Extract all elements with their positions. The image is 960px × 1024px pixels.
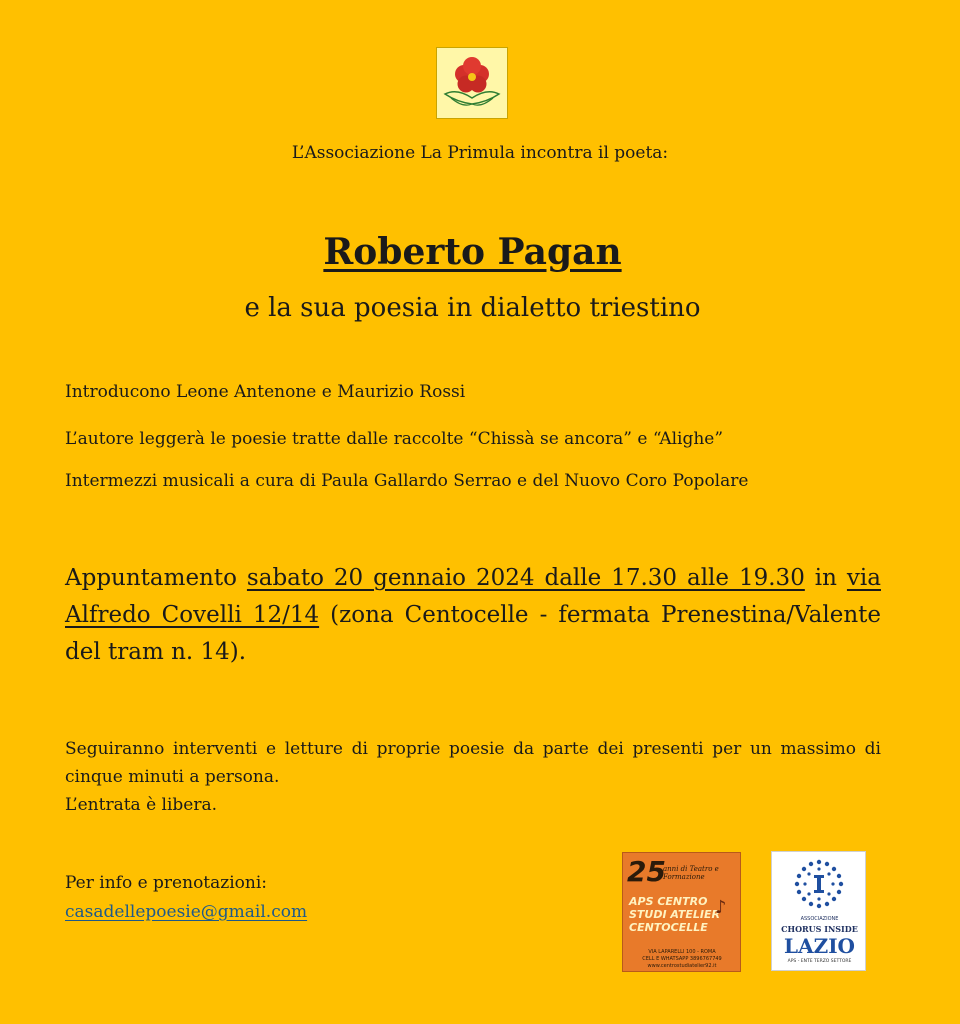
detail-introducers: Introducono Leone Antenone e Maurizio Rossi	[65, 382, 466, 402]
chorus-region: LAZIO	[784, 934, 855, 958]
aps-address: VIA LAPARELLI 100 - ROMA	[648, 949, 716, 955]
chorus-footer: APS - ENTE TERZO SETTORE	[787, 959, 852, 964]
notes-interventions: Seguiranno interventi e letture di proprie poesie da parte dei presenti per un massimo di cinque minuti a persona.	[65, 739, 881, 787]
primula-flower-icon	[437, 48, 507, 118]
chorus-dots-emblem-icon	[793, 858, 845, 910]
notes-paragraph	[65, 735, 881, 819]
aps-name-line-3: CENTOCELLE	[629, 921, 708, 934]
appointment-paragraph	[65, 560, 881, 671]
aps-phone: CELL E WHATSAPP 3896767749	[642, 956, 722, 962]
event-subtitle: e la sua poesia in dialetto triestino	[244, 293, 701, 323]
contact-email-link[interactable]: casadellepoesie@gmail.com	[65, 902, 308, 922]
event-title: Roberto Pagan	[323, 231, 622, 273]
notes-free-entry: L’entrata è libera.	[65, 795, 218, 815]
aps-name-line-2: STUDI ATELIER	[629, 908, 720, 921]
appointment-datetime: sabato 20 gennaio 2024 dalle 17.30 alle 19.30	[246, 565, 805, 591]
aps-website: www.centrostudiatelier92.it	[647, 963, 717, 969]
appointment-directions: (zona Centocelle - fermata Prenestina/Valente del tram n. 14).	[65, 602, 881, 665]
chorus-inside-lazio-logo	[771, 851, 866, 971]
appointment-address: via Alfredo Covelli 12/14	[65, 565, 881, 628]
chorus-name: CHORUS INSIDE	[781, 924, 858, 934]
detail-music: Intermezzi musicali a cura di Paula Gallardo Serrao e del Nuovo Coro Popolare	[65, 471, 749, 491]
music-note-icon: ♪	[715, 897, 727, 918]
primula-logo	[436, 47, 508, 119]
aps-name-line-1: APS CENTRO	[629, 895, 708, 908]
contact-label: Per info e prenotazioni:	[65, 873, 268, 893]
aps-tagline: anni di Teatro e Formazione	[663, 865, 719, 881]
appointment-in: in	[804, 565, 847, 591]
detail-reading: L’autore leggerà le poesie tratte dalle raccolte “Chissà se ancora” e “Alighe”	[65, 429, 724, 449]
intro-line: L’Associazione La Primula incontra il poeta:	[291, 143, 669, 163]
aps-centro-studi-logo	[622, 852, 741, 972]
appointment-prefix: Appuntamento	[65, 565, 247, 591]
chorus-assoc-label: ASSOCIAZIONE	[800, 916, 839, 922]
aps-anniversary-number: 25	[627, 855, 666, 888]
